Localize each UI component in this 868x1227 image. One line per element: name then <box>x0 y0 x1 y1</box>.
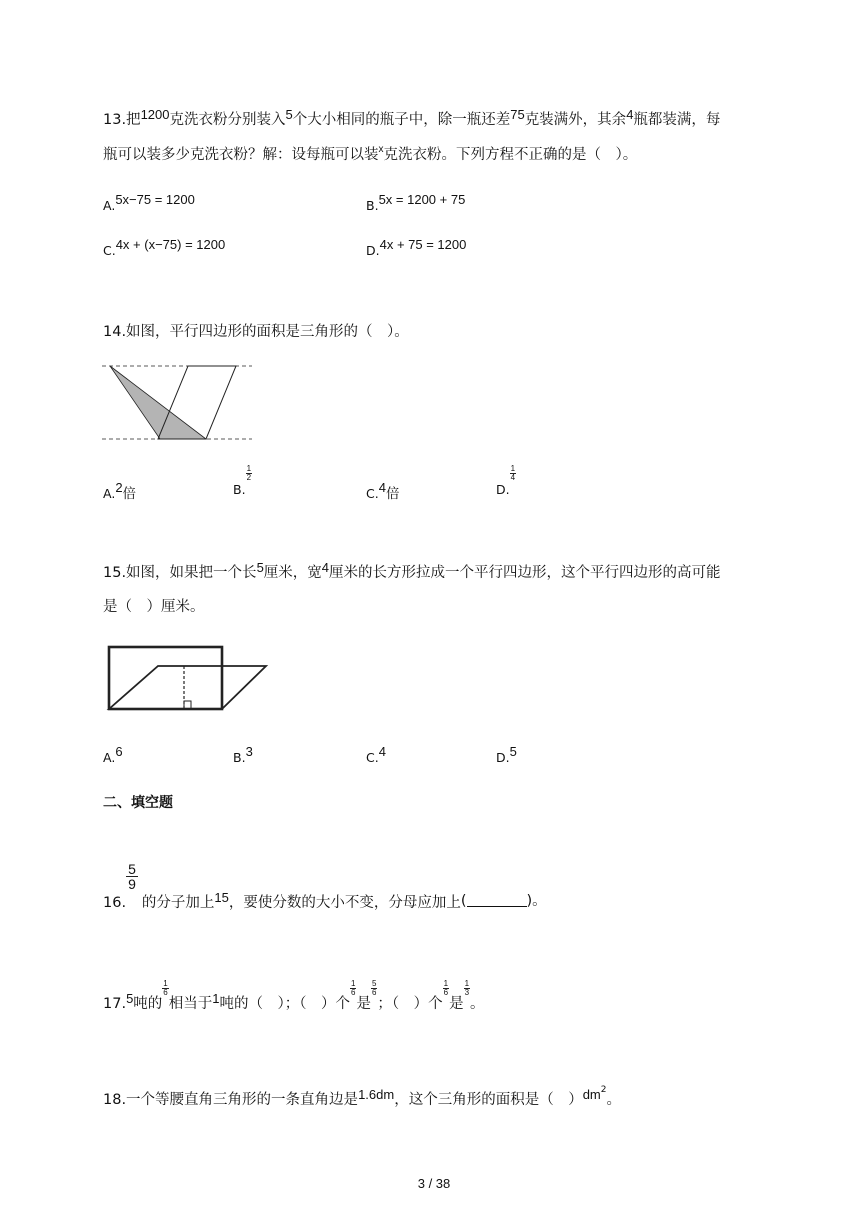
q14-option-b[interactable]: B. $\frac{1}{2}$ <box>233 464 252 497</box>
q13-text: 瓶可以装多少克洗衣粉？解：设每瓶可以装 <box>103 147 379 163</box>
q13-number: 4 <box>626 107 634 122</box>
q13-text: 个大小相同的瓶子中，除一瓶还差 <box>292 112 511 128</box>
q15-line2: 是（ ）厘米。 <box>103 599 205 615</box>
q14-figure <box>100 358 260 448</box>
fraction: $\frac{1}{2}$ <box>246 464 252 482</box>
answer-blank[interactable] <box>467 892 527 907</box>
q14-option-a[interactable]: A.2倍 <box>103 480 137 502</box>
shaded-triangle <box>110 366 206 439</box>
q18-question: 18.一个等腰直角三角形的一条直角边是1.6dm，这个三角形的面积是（ ）$dm^2$。 <box>103 1085 621 1108</box>
q16-question: 16. $\frac{5}{9}$ 的分子加上15，要使分数的大小不变，分母应加上( )。 <box>103 861 547 911</box>
fraction: $\frac{1}{6}$ <box>350 978 356 997</box>
q13-number: 75 <box>510 107 525 122</box>
fraction: $\frac{1}{6}$ <box>443 978 449 997</box>
rectangle <box>109 647 222 709</box>
q13-option-c[interactable]: C.4x + (x−75) = 1200 <box>103 237 226 258</box>
q13-option-a[interactable]: A.5x−75 = 1200 <box>103 192 195 213</box>
fraction: $\frac{1}{6}$ <box>163 978 168 997</box>
q15-option-b[interactable]: B.3 <box>233 744 253 765</box>
q13-text: 克洗衣粉分别装入 <box>169 112 286 128</box>
q15-line1: 15.如图，如果把一个长5厘米，宽4厘米的长方形拉成一个平行四边形，这个平行四边形的高可能 <box>103 560 721 581</box>
q13-text: 13.把 <box>103 112 141 128</box>
q14-option-c[interactable]: C.4倍 <box>366 480 400 502</box>
q13-option-d[interactable]: D.4x + 75 = 1200 <box>366 237 467 258</box>
q13-text: 克装满外，其余 <box>524 112 627 128</box>
fraction: $\frac{1}{3}$ <box>464 978 470 997</box>
page-number: 3 / 38 <box>417 1176 451 1191</box>
q13-variable: x <box>378 144 384 155</box>
fraction: $\frac{1}{4}$ <box>510 464 516 482</box>
q13-text: 瓶都装满，每 <box>633 112 721 128</box>
fraction: $\frac{5}{6}$ <box>371 978 377 997</box>
q13-text: 克洗衣粉。下列方程不正确的是（ ）。 <box>383 147 638 163</box>
q13-option-b[interactable]: B.5x = 1200 + 75 <box>366 192 466 213</box>
q13-number: 5 <box>285 107 293 122</box>
q13-number: 1200 <box>140 107 170 122</box>
q14-question: 14.如图，平行四边形的面积是三角形的（ ）。 <box>103 324 409 340</box>
q15-option-a[interactable]: A.6 <box>103 744 123 765</box>
q13-line2 <box>103 145 637 167</box>
fraction: $\frac{5}{9}$ <box>128 861 136 892</box>
parallelogram <box>109 666 266 709</box>
q17-question: 17.5吨的 $\frac{1}{6}$ 相当于1吨的（ ）；（ ）个 $\frac{1}{6}$ 是 $\frac{5}{6}$ ；（ ）个 $\frac{1}{6}$ 是 $\frac{1}{3}$ 。 <box>103 978 485 1012</box>
q15-option-d[interactable]: D.5 <box>496 744 517 765</box>
section-heading: 二、填空题 <box>103 795 173 811</box>
q15-figure <box>100 640 275 715</box>
q14-option-d[interactable]: D. $\frac{1}{4}$ <box>496 464 516 497</box>
q13-line1 <box>103 107 721 130</box>
q15-option-c[interactable]: C.4 <box>366 744 386 765</box>
